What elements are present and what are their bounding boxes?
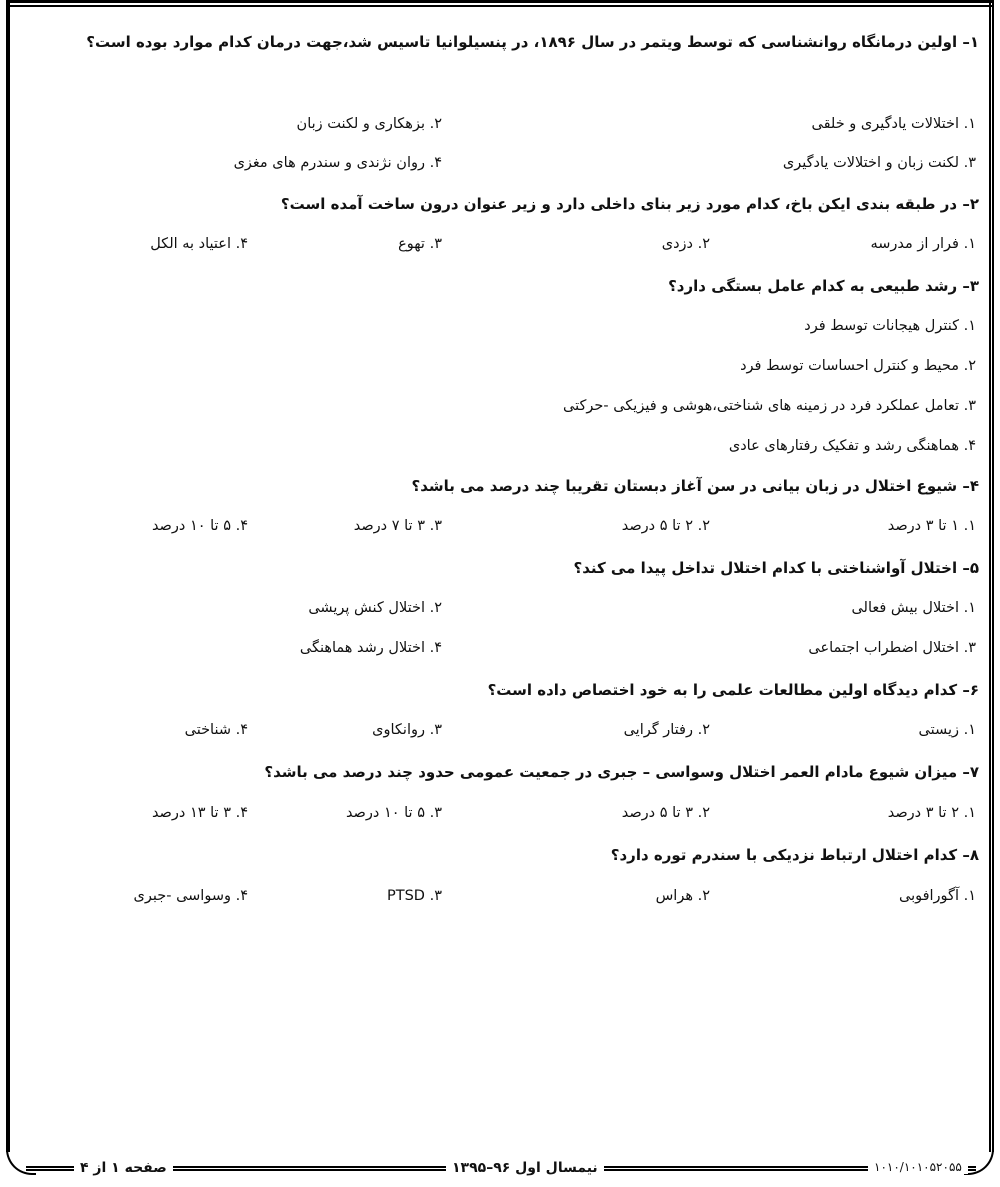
page-frame-left bbox=[6, 0, 10, 1152]
question-5-option-2[interactable]: ۲. اختلال کنش پریشی bbox=[308, 600, 442, 616]
question-1-option-1[interactable]: ۱. اختلالات یادگیری و خلقی bbox=[811, 116, 976, 132]
question-5-option-1[interactable]: ۱. اختلال بیش فعالی bbox=[851, 600, 976, 616]
page-frame-right bbox=[989, 0, 994, 1152]
question-1-option-2[interactable]: ۲. بزهکاری و لکنت زبان bbox=[296, 116, 442, 132]
question-2-option-1[interactable]: ۱. فرار از مدرسه bbox=[870, 236, 976, 252]
footer-exam-code: ۱۰۱۰/۱۰۱۰۵۲۰۵۵ bbox=[868, 1160, 968, 1174]
question-4-title: ۴– شیوع اختلال در زبان بیانی در سن آغاز دبستان تقریبا چند درصد می باشد؟ bbox=[411, 477, 979, 495]
question-6-option-3[interactable]: ۳. روانکاوی bbox=[372, 722, 442, 738]
question-4-option-2[interactable]: ۲. ۲ تا ۵ درصد bbox=[621, 518, 710, 534]
question-7-option-1[interactable]: ۱. ۲ تا ۳ درصد bbox=[887, 805, 976, 821]
question-7-title: ۷– میزان شیوع مادام العمر اختلال وسواسی – جبری در جمعیت عمومی حدود چند درصد می باشد؟ bbox=[264, 763, 979, 781]
question-6-option-4[interactable]: ۴. شناختی bbox=[184, 722, 248, 738]
question-5-title: ۵– اختلال آواشناختی با کدام اختلال تداخل پیدا می کند؟ bbox=[573, 559, 979, 577]
question-8-title: ۸– کدام اختلال ارتباط نزدیکی با سندرم توره دارد؟ bbox=[610, 846, 979, 864]
question-7-option-3[interactable]: ۳. ۵ تا ۱۰ درصد bbox=[345, 805, 442, 821]
page-footer bbox=[26, 1157, 976, 1183]
question-8-option-4[interactable]: ۴. وسواسی -جبری bbox=[133, 888, 248, 904]
footer-page-number: صفحه ۱ از ۴ bbox=[74, 1160, 173, 1176]
question-3-title: ۳– رشد طبیعی به کدام عامل بستگی دارد؟ bbox=[668, 277, 979, 295]
question-6-title: ۶– کدام دیدگاه اولین مطالعات علمی را به خود اختصاص داده است؟ bbox=[487, 681, 979, 699]
question-3-option-1[interactable]: ۱. کنترل هیجانات توسط فرد bbox=[804, 318, 976, 334]
question-4-option-3[interactable]: ۳. ۳ تا ۷ درصد bbox=[353, 518, 442, 534]
question-8-option-3[interactable]: ۳. PTSD bbox=[387, 888, 442, 904]
question-2-title: ۲– در طبقه بندی ایکن باخ، کدام مورد زیر بنای داخلی دارد و زیر عنوان درون ساخت آمده است؟ bbox=[280, 195, 979, 213]
question-4-option-1[interactable]: ۱. ۱ تا ۳ درصد bbox=[887, 518, 976, 534]
page-frame-top bbox=[6, 0, 994, 7]
question-1-option-3[interactable]: ۳. لکنت زبان و اختلالات یادگیری bbox=[782, 155, 976, 171]
question-8-option-1[interactable]: ۱. آگورافوبی bbox=[898, 888, 976, 904]
question-3-option-3[interactable]: ۳. تعامل عملکرد فرد در زمینه های شناختی،هوشی و فیزیکی -حرکتی bbox=[563, 398, 976, 414]
question-2-option-4[interactable]: ۴. اعتیاد به الکل bbox=[150, 236, 248, 252]
footer-semester: نیمسال اول ۹۶–۱۳۹۵ bbox=[446, 1160, 604, 1176]
question-1-option-4[interactable]: ۴. روان نژندی و سندرم های مغزی bbox=[233, 155, 442, 171]
question-6-option-2[interactable]: ۲. رفتار گرایی bbox=[623, 722, 710, 738]
question-7-option-4[interactable]: ۴. ۳ تا ۱۳ درصد bbox=[151, 805, 248, 821]
question-5-option-4[interactable]: ۴. اختلال رشد هماهنگی bbox=[299, 640, 442, 656]
question-7-option-2[interactable]: ۲. ۳ تا ۵ درصد bbox=[621, 805, 710, 821]
question-1-title: ۱– اولین درمانگاه روانشناسی که توسط ویتمر در سال ۱۸۹۶، در پنسیلوانیا تاسیس شد،جهت درمان کدام موارد بوده است؟ bbox=[86, 33, 979, 51]
question-2-option-2[interactable]: ۲. دزدی bbox=[661, 236, 710, 252]
question-3-option-2[interactable]: ۲. محیط و کنترل احساسات توسط فرد bbox=[740, 358, 976, 374]
question-8-option-2[interactable]: ۲. هراس bbox=[655, 888, 710, 904]
question-5-option-3[interactable]: ۳. اختلال اضطراب اجتماعی bbox=[808, 640, 976, 656]
question-4-option-4[interactable]: ۴. ۵ تا ۱۰ درصد bbox=[151, 518, 248, 534]
question-2-option-3[interactable]: ۳. تهوع bbox=[398, 236, 442, 252]
question-3-option-4[interactable]: ۴. هماهنگی رشد و تفکیک رفتارهای عادی bbox=[728, 438, 976, 454]
question-6-option-1[interactable]: ۱. زیستی bbox=[918, 722, 976, 738]
